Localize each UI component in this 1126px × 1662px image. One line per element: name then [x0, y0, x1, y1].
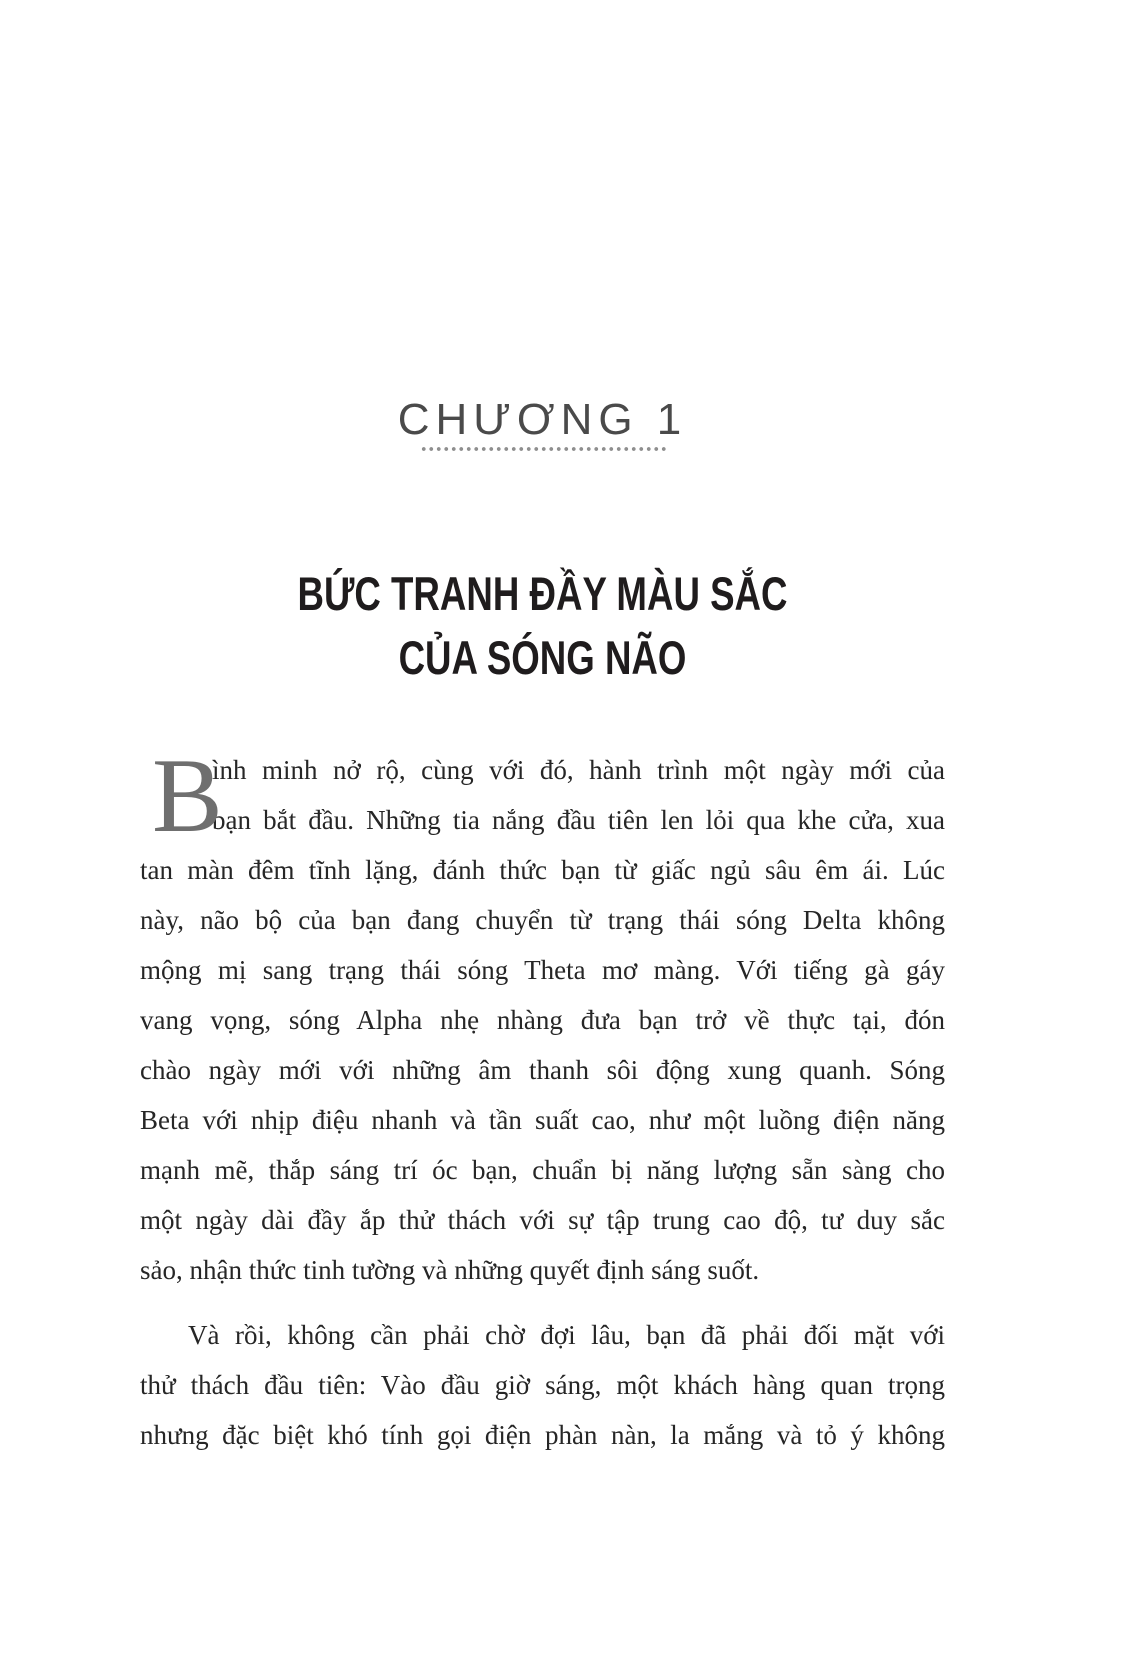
paragraph-2 [140, 1310, 945, 1460]
text-line: một ngày dài đầy ắp thử thách với sự tập trung cao độ, tư duy sắc [140, 1205, 945, 1235]
chapter-dotted-divider [420, 446, 666, 452]
body-text [140, 737, 945, 1460]
paragraph-1 [140, 737, 945, 1295]
chapter-title-line-2: CỦA SÓNG NÃO [398, 631, 687, 684]
text-line: bạn bắt đầu. Những tia nắng đầu tiên len lỏi qua khe cửa, xua [212, 805, 945, 835]
chapter-title-line-1: BỨC TRANH ĐẦY MÀU SẮC [297, 567, 788, 620]
text-line: ình minh nở rộ, cùng với đó, hành trình một ngày mới của [212, 755, 945, 785]
text-line: tan màn đêm tĩnh lặng, đánh thức bạn từ giấc ngủ sâu êm ái. Lúc [140, 855, 945, 885]
text-line: sảo, nhận thức tinh tường và những quyết định sáng suốt. [140, 1255, 760, 1285]
text-line: vang vọng, sóng Alpha nhẹ nhàng đưa bạn trở về thực tại, đón [140, 1005, 945, 1035]
text-line: mạnh mẽ, thắp sáng trí óc bạn, chuẩn bị năng lượng sẵn sàng cho [140, 1155, 945, 1185]
text-line: nhưng đặc biệt khó tính gọi điện phàn nàn, la mắng và tỏ ý không [140, 1420, 945, 1450]
text-line: mộng mị sang trạng thái sóng Theta mơ màng. Với tiếng gà gáy [140, 955, 945, 985]
chapter-title [140, 562, 945, 690]
text-line: Beta với nhịp điệu nhanh và tần suất cao, như một luồng điện năng [140, 1105, 945, 1135]
text-line: thử thách đầu tiên: Vào đầu giờ sáng, một khách hàng quan trọng [140, 1370, 945, 1400]
drop-cap: B [152, 737, 223, 854]
text-line: Và rồi, không cần phải chờ đợi lâu, bạn đã phải đối mặt với [188, 1320, 945, 1350]
chapter-heading: CHƯƠNG 1 [397, 395, 688, 444]
text-line: chào ngày mới với những âm thanh sôi động xung quanh. Sóng [140, 1055, 945, 1085]
text-line: này, não bộ của bạn đang chuyển từ trạng thái sóng Delta không [140, 905, 945, 935]
